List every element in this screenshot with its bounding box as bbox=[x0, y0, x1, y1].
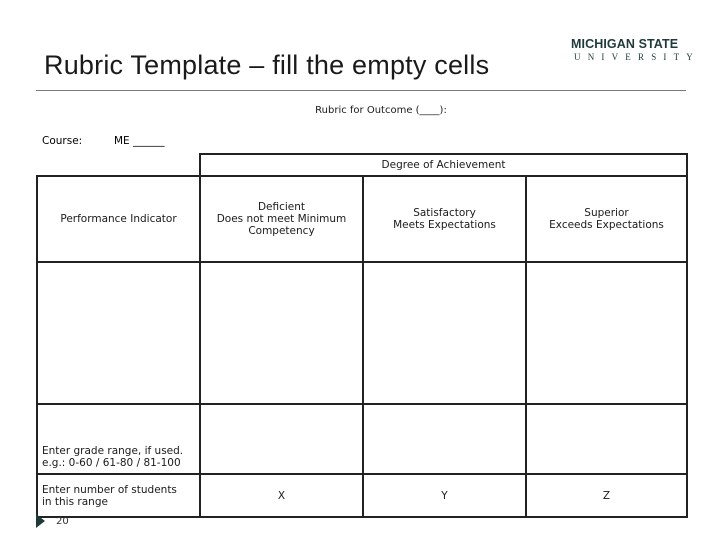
course-value: ME ______ bbox=[114, 135, 165, 147]
performance-indicator-header: Performance Indicator bbox=[37, 176, 200, 262]
count-superior: Z bbox=[526, 474, 687, 517]
indicator-superior-cell[interactable] bbox=[526, 262, 687, 404]
logo-wordmark-bottom: UNIVERSITY bbox=[574, 52, 700, 62]
level-superior-name: Superior bbox=[584, 207, 629, 219]
degree-header-row bbox=[37, 154, 687, 176]
page-marker-icon bbox=[36, 514, 45, 528]
page-number: 20 bbox=[56, 516, 69, 527]
level-deficient-header bbox=[200, 176, 363, 262]
grade-range-line-1: Enter grade range, if used. bbox=[42, 445, 184, 457]
msu-logo bbox=[571, 37, 700, 63]
grade-range-line-2: e.g.: 0-60 / 61-80 / 81-100 bbox=[42, 457, 181, 469]
student-count-line-2: in this range bbox=[42, 495, 108, 508]
grade-range-row bbox=[37, 404, 687, 474]
grade-range-deficient-cell[interactable] bbox=[200, 404, 363, 474]
student-count-row bbox=[37, 474, 687, 517]
level-satisfactory-header bbox=[363, 176, 526, 262]
rubric-table bbox=[36, 153, 688, 518]
student-count-label bbox=[37, 474, 200, 517]
indicator-deficient-cell[interactable] bbox=[200, 262, 363, 404]
indicator-empty-cell[interactable] bbox=[37, 262, 200, 404]
level-satisfactory-desc: Meets Expectations bbox=[393, 219, 496, 231]
logo-wordmark-top: MICHIGAN STATE bbox=[571, 37, 679, 51]
header-empty-cell bbox=[37, 154, 200, 176]
grade-range-satisfactory-cell[interactable] bbox=[363, 404, 526, 474]
title-divider bbox=[36, 90, 686, 91]
course-label: Course: bbox=[42, 135, 83, 147]
level-deficient-desc-1: Does not meet Minimum bbox=[216, 213, 347, 225]
grade-range-label bbox=[37, 404, 200, 474]
level-deficient-name: Deficient bbox=[257, 201, 306, 213]
student-count-line-1: Enter number of students bbox=[42, 483, 177, 496]
count-deficient: X bbox=[200, 474, 363, 517]
slide-title: Rubric Template – fill the empty cells bbox=[44, 50, 490, 80]
degree-of-achievement-header: Degree of Achievement bbox=[200, 154, 687, 176]
count-satisfactory: Y bbox=[363, 474, 526, 517]
level-header-row bbox=[37, 176, 687, 262]
grade-range-superior-cell[interactable] bbox=[526, 404, 687, 474]
level-superior-header bbox=[526, 176, 687, 262]
level-superior-desc: Exceeds Expectations bbox=[549, 219, 664, 231]
level-deficient-desc-2: Competency bbox=[248, 225, 315, 237]
indicator-satisfactory-cell[interactable] bbox=[363, 262, 526, 404]
level-satisfactory-name: Satisfactory bbox=[413, 207, 476, 219]
indicator-row bbox=[37, 262, 687, 404]
rubric-heading: Rubric for Outcome (____): bbox=[315, 105, 447, 116]
